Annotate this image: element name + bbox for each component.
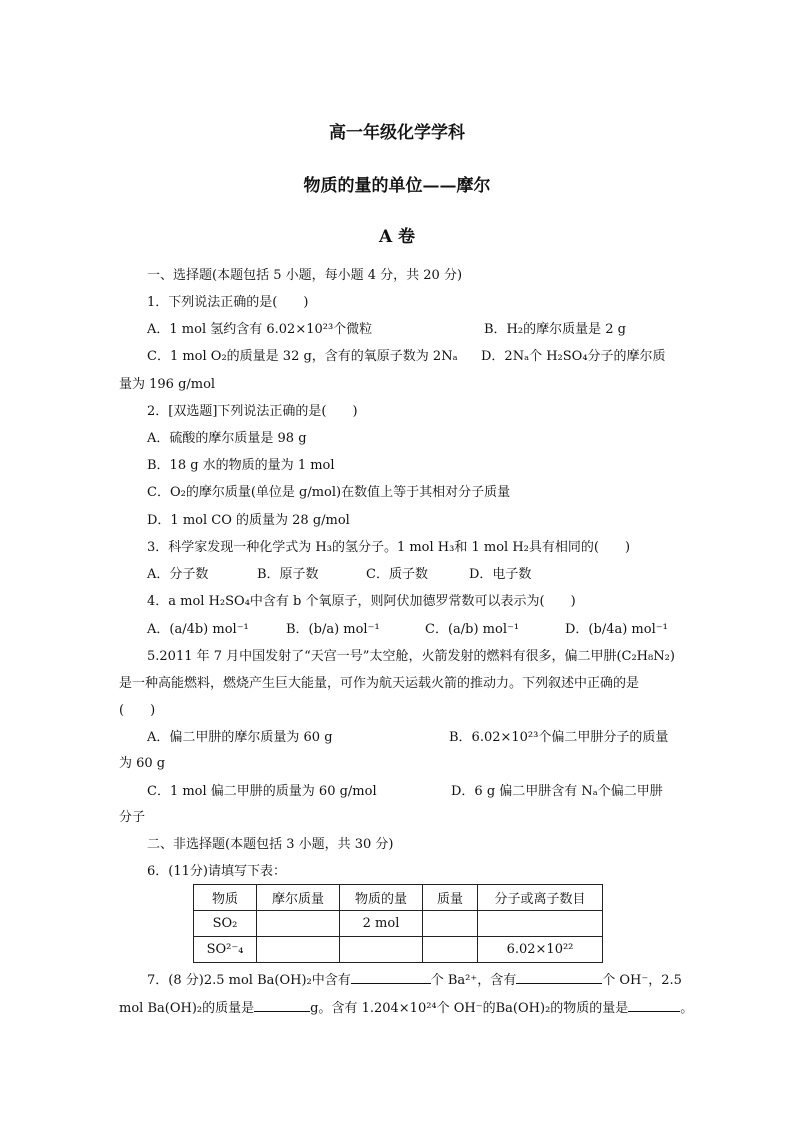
q2-option-a: A．硫酸的摩尔质量是 98 g (147, 431, 307, 446)
q4-option-d: D．(b/4a) mol⁻¹ (565, 622, 668, 637)
q4-option-a: A．(a/4b) mol⁻¹ (147, 622, 249, 637)
lesson-title: 物质的量的单位——摩尔 (303, 176, 491, 196)
table-cell: SO²⁻₄ (194, 937, 257, 963)
q1-stem: 1．下列说法正确的是( ) (147, 295, 309, 310)
answer-blank[interactable] (254, 998, 310, 1012)
q4-option-c: C．(a/b) mol⁻¹ (425, 622, 520, 637)
q1-option-b: B．H₂的摩尔质量是 2 g (484, 322, 626, 337)
table-row (194, 911, 603, 937)
table-cell (257, 911, 340, 937)
q3-option-d: D．电子数 (469, 567, 532, 582)
q1-option-c: C．1 mol O₂的质量是 32 g，含有的氧原子数为 2Nₐ (147, 349, 458, 364)
q6-table (193, 884, 603, 963)
q7-line2 (119, 997, 693, 1016)
q3-option-c: C．质子数 (366, 567, 428, 582)
q5-option-d: D．6 g 偏二甲肼含有 Nₐ个偏二甲肼 (451, 784, 663, 799)
table-cell (423, 937, 478, 963)
q5-option-c: C．1 mol 偏二甲肼的质量为 60 g/mol (147, 784, 377, 799)
table-cell (478, 911, 603, 937)
q6-stem: 6．(11分)请填写下表： (147, 864, 286, 879)
grade-subject-title: 高一年级化学学科 (329, 123, 465, 143)
q1-option-d: D．2Nₐ个 H₂SO₄分子的摩尔质 (481, 349, 666, 364)
table-cell (423, 911, 478, 937)
q5-option-d-continued: 分子 (119, 810, 146, 825)
answer-blank[interactable] (351, 970, 431, 984)
q4-option-b: B．(b/a) mol⁻¹ (286, 622, 380, 637)
q2-option-c: C．O₂的摩尔质量(单位是 g/mol)在数值上等于其相对分子质量 (147, 485, 511, 500)
table-header-cell: 物质的量 (340, 885, 423, 911)
q7-line1 (147, 969, 682, 988)
q3-option-b: B．原子数 (257, 567, 319, 582)
q2-option-d: D．1 mol CO 的质量为 28 g/mol (147, 513, 350, 528)
section2-heading: 二、非选择题(本题包括 3 小题，共 30 分) (147, 837, 394, 852)
table-header-cell: 摩尔质量 (257, 885, 340, 911)
q5-stem-line2: 是一种高能燃料，燃烧产生巨大能量，可作为航天运载火箭的推动力。下列叙述中正确的是 (119, 676, 640, 691)
q7-text-4: mol Ba(OH)₂的质量是 (119, 1001, 255, 1016)
q4-stem: 4．a mol H₂SO₄中含有 b 个氧原子，则阿伏加德罗常数可以表示为( ) (147, 594, 576, 609)
q7-text-3: 个 OH⁻，2.5 (602, 973, 682, 988)
table-cell: 6.02×10²² (478, 937, 603, 963)
table-header-cell: 分子或离子数目 (478, 885, 603, 911)
answer-blank[interactable] (628, 998, 680, 1012)
q5-stem-line1: 5.2011 年 7 月中国发射了“天宫一号”太空舱，火箭发射的燃料有很多，偏二甲肼(C₂H₈N₂) (147, 649, 675, 664)
table-cell (257, 937, 340, 963)
q7-text-1: 7．(8 分)2.5 mol Ba(OH)₂中含有 (147, 973, 351, 988)
table-cell (340, 937, 423, 963)
q7-text-2: 个 Ba²⁺，含有 (430, 973, 517, 988)
q3-option-a: A．分子数 (147, 567, 209, 582)
q7-text-5: g。含有 1.204×10²⁴个 OH⁻的Ba(OH)₂的物质的量是 (310, 1001, 629, 1016)
table-header-cell: 质量 (423, 885, 478, 911)
table-cell: SO₂ (194, 911, 257, 937)
section1-heading: 一、选择题(本题包括 5 小题，每小题 4 分，共 20 分) (147, 268, 463, 283)
q3-stem: 3．科学家发现一种化学式为 H₃的氢分子。1 mol H₃和 1 mol H₂具有相同的( ) (147, 540, 631, 555)
q1-option-d-continued: 量为 196 g/mol (119, 377, 216, 392)
q5-option-b: B．6.02×10²³个偏二甲肼分子的质量 (449, 730, 669, 745)
q1-option-a: A．1 mol 氢约含有 6.02×10²³个微粒 (147, 322, 373, 337)
q2-option-b: B．18 g 水的物质的量为 1 mol (147, 458, 335, 473)
paper-label: A 卷 (378, 227, 416, 247)
q7-text-6: 。 (680, 1001, 694, 1016)
table-header-row (194, 885, 603, 911)
q2-stem: 2．[双选题]下列说法正确的是( ) (147, 404, 358, 419)
q5-option-a: A．偏二甲肼的摩尔质量为 60 g (147, 730, 333, 745)
answer-blank[interactable] (516, 970, 602, 984)
table-cell: 2 mol (340, 911, 423, 937)
table-header-cell: 物质 (194, 885, 257, 911)
table-row (194, 937, 603, 963)
q5-stem-line3: ( ) (119, 703, 156, 718)
q5-option-b-continued: 为 60 g (119, 756, 166, 771)
